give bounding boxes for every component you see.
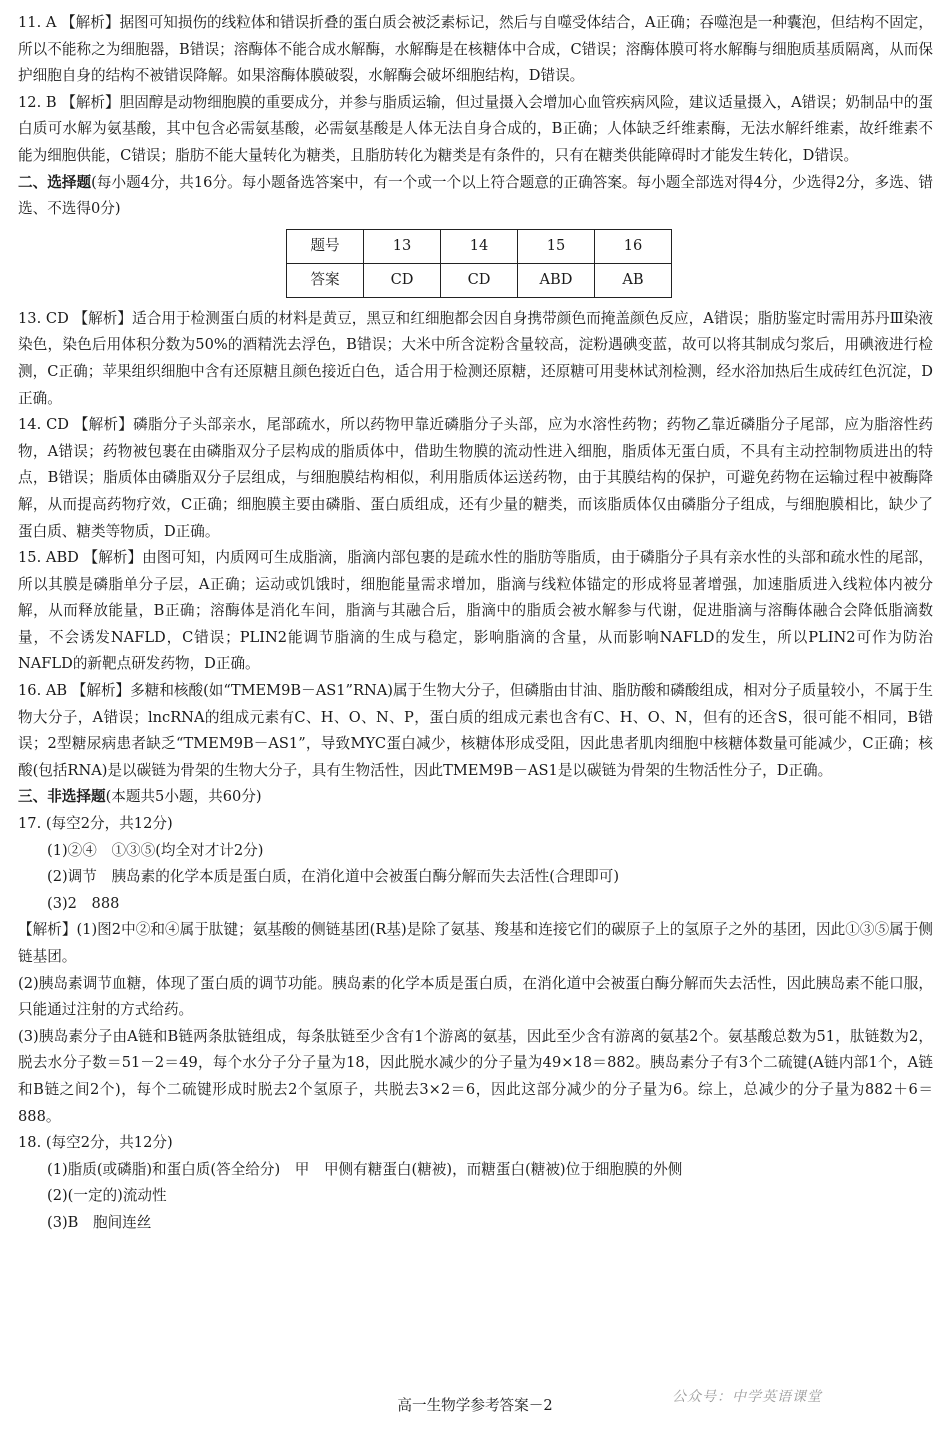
item-13: 13. CD 【解析】适合用于检测蛋白质的材料是黄豆，黑豆和红细胞都会因自身携带颜色而掩盖颜色反应，A错误；脂肪鉴定时需用苏丹Ⅲ染液染色，染色后用体积分数为50%的酒精洗去浮色，B错误；大米中所含淀粉含量较高，淀粉遇碘变蓝，故可以将其制成匀浆后，用碘液进行检测，C正确；苹果组织细胞中含有还原糖且颜色接近白色，适合用于检测还原糖，还原糖可用斐林试剂检测，经水浴加热后生成砖红色沉淀，D正确。 [18,309,933,407]
answer-table [286,229,672,298]
page-footer: 高一生物学参考答案－2 [397,1397,553,1414]
answer-table-answer: CD [441,263,518,297]
item-15: 15. ABD 【解析】由图可知，内质网可生成脂滴，脂滴内部包裹的是疏水性的脂肪等脂质，由于磷脂分子具有亲水性的头部和疏水性的尾部，所以其膜是磷脂单分子层，A正确；运动或饥饿时，细胞能量需求增加，脂滴与线粒体锚定的形成将显著增强，加速脂质进入线粒体内被分解，从而释放能量，B正确；溶酶体是消化车间，脂滴与其融合后，脂滴中的脂质会被水解参与代谢，促进脂滴与溶酶体融合会降低脂滴数量，不会诱发NAFLD，C错误；PLIN2能调节脂滴的生成与稳定，影响脂滴的含量，从而影响NAFLD的发生，所以PLIN2可作为防治NAFLD的新靶点研发药物，D正确。 [18,549,933,673]
answer-table-number: 15 [518,229,595,263]
item-11: 11. A 【解析】据图可知损伤的线粒体和错误折叠的蛋白质会被泛素标记，然后与自噬受体结合，A正确；吞噬泡是一种囊泡，但结构不固定，所以不能称之为细胞器，B错误；溶酶体不能合成水解酶，水解酶是在核糖体中合成，C错误；溶酶体膜可将水解酶与细胞质基质隔离，从而保护细胞自身的结构不被错误降解。如果溶酶体膜破裂，水解酶会破坏细胞结构，D错误。 [18,14,933,85]
watermark: 公众号：中学英语课堂 [672,1389,822,1405]
answer-table-answer: ABD [518,263,595,297]
answer-table-number-row [287,229,672,263]
item-18-answer-3: (3)B 胞间连丝 [47,1213,152,1231]
section-2-desc: (每小题4分，共16分。每小题备选答案中，有一个或一个以上符合题意的正确答案。每小题全部选对得4分，少选得2分，多选、错选、不选得0分) [18,173,933,218]
item-18-head: 18. (每空2分，共12分) [18,1134,173,1152]
answer-table-answer: CD [364,263,441,297]
item-16: 16. AB 【解析】多糖和核酸(如“TMEM9B－AS1”RNA)属于生物大分子，但磷脂由甘油、脂肪酸和磷酸组成，相对分子质量较小，不属于生物大分子，A错误；lncRNA的组成元素有C、H、O、N、P，蛋白质的组成元素也含有C、H、O、N，但有的还含S，很可能不相同，B错误；2型糖尿病患者缺乏“TMEM9B－AS1”，导致MYC蛋白减少，核糖体形成受阻，因此患者肌肉细胞中核糖体数量可能减少，C正确；核酸(包括RNA)是以碳链为骨架的生物大分子，具有生物活性，因此TMEM9B－AS1是以碳链为骨架的生物活性分子，D正确。 [18,682,933,779]
item-14: 14. CD 【解析】磷脂分子头部亲水，尾部疏水，所以药物甲靠近磷脂分子头部，应为水溶性药物；药物乙靠近磷脂分子尾部，应为脂溶性药物，A错误；药物被包裹在由磷脂双分子层构成的脂质体中，借助生物膜的流动性进入细胞，脂质体无蛋白质，不具有主动控制物质进出的特点，B错误；脂质体由磷脂双分子层组成，与细胞膜结构相似，利用脂质体运送药物，由于其膜结构的保护，可避免药物在运输过程中被酶降解，从而提高药物疗效，C正确；细胞膜主要由磷脂、蛋白质组成，还有少量的糖类，而该脂质体仅由磷脂分子组成，与细胞膜相比，缺少了蛋白质、糖类等物质，D正确。 [18,416,933,540]
item-12: 12. B 【解析】胆固醇是动物细胞膜的重要成分，并参与脂质运输，但过量摄入会增加心血管疾病风险，建议适量摄入，A错误；奶制品中的蛋白质可水解为氨基酸，其中包含必需氨基酸，必需氨基酸是人体无法自身合成的，B正确；人体缺乏纤维素酶，无法水解纤维素，故纤维素不能为细胞供能，C错误；脂肪不能大量转化为糖类，且脂肪转化为糖类是有条件的，只有在糖类供能障碍时才能发生转化，D错误。 [18,93,933,164]
item-17-head: 17. (每空2分，共12分) [18,815,173,833]
item-17-answer-2: (2)调节 胰岛素的化学本质是蛋白质，在消化道中会被蛋白酶分解而失去活性(合理即可) [47,868,620,886]
section-3-header [18,784,933,811]
section-3-title: 三、非选择题 [18,788,106,806]
answer-table-number: 14 [441,229,518,263]
item-18-answer-2: (2)(一定的)流动性 [47,1187,167,1205]
answer-table-number: 13 [364,229,441,263]
answer-table-number: 16 [595,229,672,263]
item-17-explanation-1: 【解析】(1)图2中②和④属于肽键；氨基酸的侧链基团(R基)是除了氨基、羧基和连接它们的碳原子上的氢原子之外的基团，因此①③⑤属于侧链基团。 [18,921,933,965]
section-2-title: 二、选择题 [18,173,92,191]
item-18-answer-1: (1)脂质(或磷脂)和蛋白质(答全给分) 甲 甲侧有糖蛋白(糖被)，而糖蛋白(糖被)位于细胞膜的外侧 [47,1160,683,1178]
item-17-explanation-2: (2)胰岛素调节血糖，体现了蛋白质的调节功能。胰岛素的化学本质是蛋白质，在消化道中会被蛋白酶分解而失去活性，因此胰岛素不能口服，只能通过注射的方式给药。 [18,974,933,1019]
item-17-explanation-3: (3)胰岛素分子由A链和B链两条肽链组成，每条肽链至少含有1个游离的氨基，因此至少含有游离的氨基2个。氨基酸总数为51，肽链数为2，脱去水分子数＝51－2＝49，每个水分子分子量为18，因此脱水减少的分子量为49×18＝882。胰岛素分子有3个二硫键(A链内部1个，A链和B链之间2个)，每个二硫键形成时脱去2个氢原子，共脱去3×2＝6，因此这部分减少的分子量为6。综上，总减少的分子量为882＋6＝888。 [18,1027,933,1125]
answer-table-answer: AB [595,263,672,297]
answer-table-answer-row [287,263,672,297]
section-2-header [18,170,933,223]
item-17-answer-3: (3)2 888 [47,894,120,912]
section-3-desc: (本题共5小题，共60分) [105,788,262,806]
item-17-answer-1: (1)②④ ①③⑤(均全对才计2分) [47,841,264,859]
answer-table-row2-label: 答案 [287,263,364,297]
page-content [18,10,933,1237]
answer-table-row1-label: 题号 [287,229,364,263]
